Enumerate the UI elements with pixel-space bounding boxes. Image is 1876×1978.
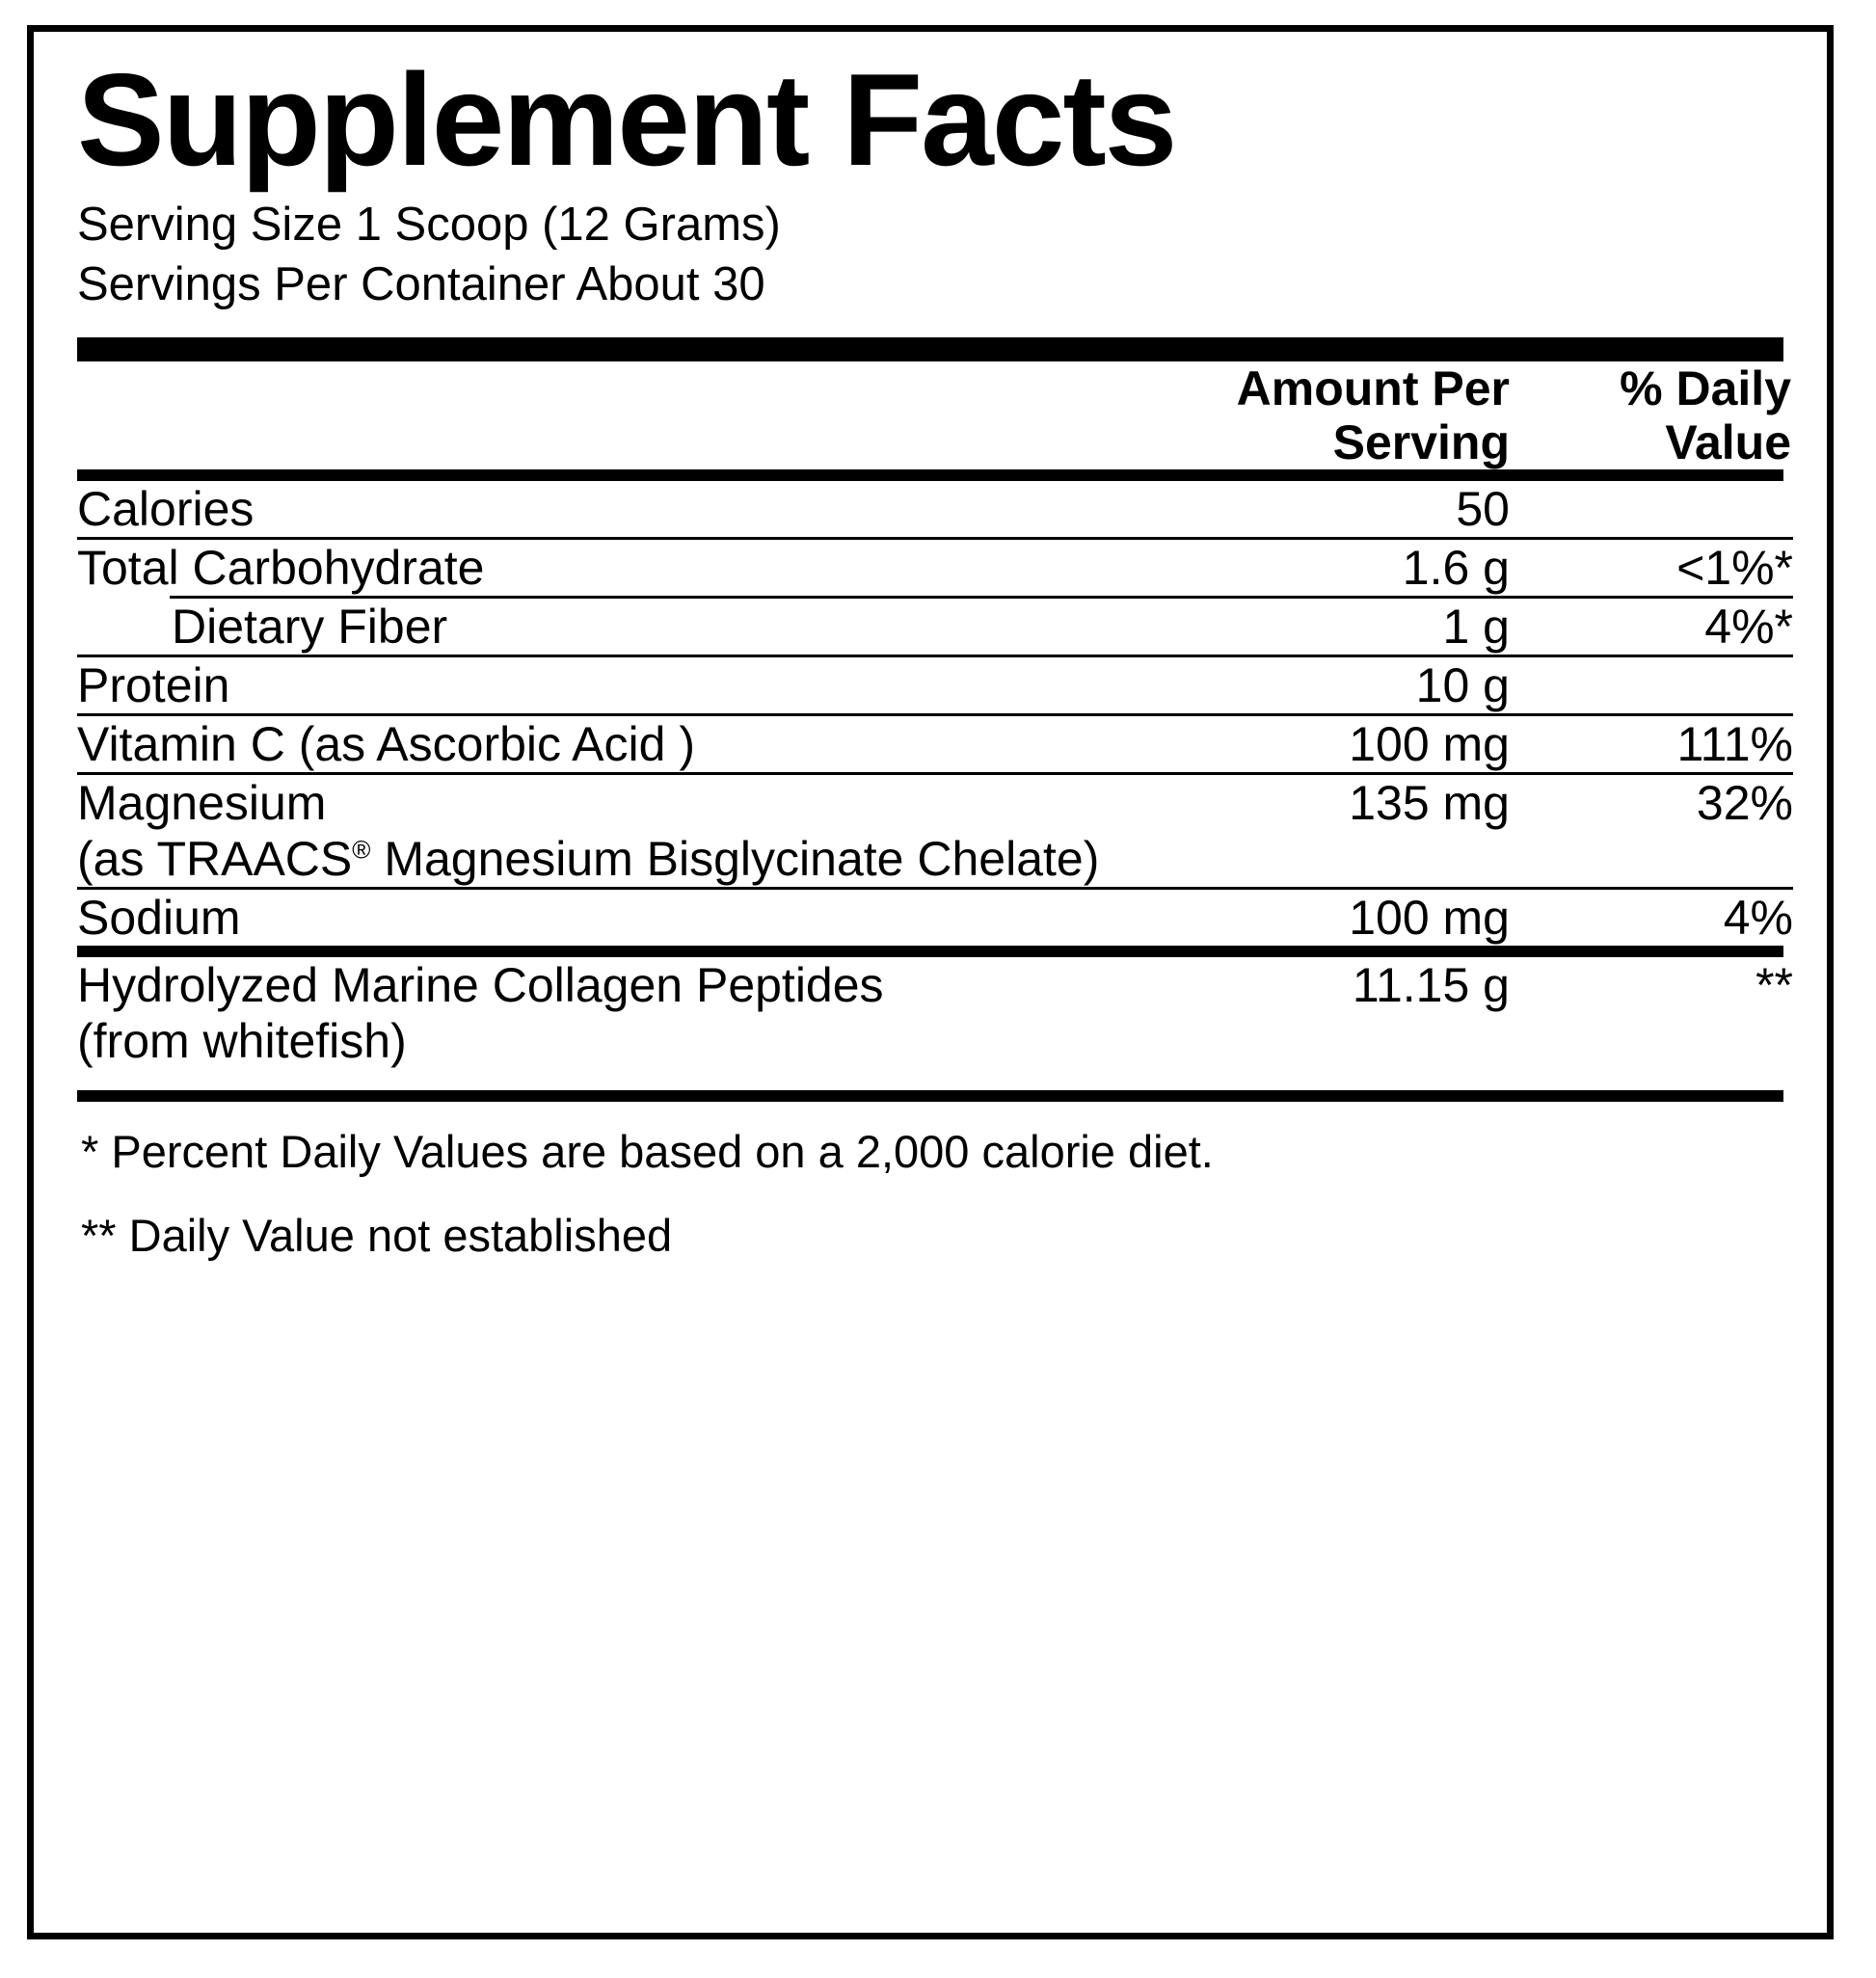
row-daily-value	[1510, 481, 1793, 537]
row-daily-value: <1%*	[1676, 541, 1793, 596]
header-amount-line2: Serving	[1332, 415, 1510, 470]
row-daily-value: 4%	[1723, 891, 1793, 946]
row-label: Sodium	[77, 891, 241, 946]
table-row	[77, 540, 1793, 596]
table-row	[77, 957, 1793, 1069]
row-label-source-pre: (as TRAACS	[77, 832, 353, 887]
nutrient-rows-table	[77, 481, 1793, 946]
row-label: Calories	[77, 482, 255, 537]
row-label: Protein	[77, 658, 230, 713]
header-amount-line1: Amount Per	[1236, 361, 1510, 416]
header-spacer	[77, 361, 1105, 469]
supplement-facts-panel	[27, 25, 1834, 1939]
divider-above-blend	[77, 946, 1783, 957]
row-daily-value: 111%	[1676, 717, 1793, 772]
header-dv-line1: % Daily	[1620, 361, 1791, 416]
row-label-source	[77, 831, 1105, 887]
row-amount: 11.15 g	[1352, 958, 1510, 1013]
blend-table	[77, 957, 1793, 1069]
row-amount: 50	[1456, 482, 1510, 537]
row-label	[77, 775, 1105, 887]
table-row	[77, 775, 1793, 887]
header-amount-per-serving	[1105, 361, 1510, 469]
blend-label-main: Hydrolyzed Marine Collagen Peptides	[77, 958, 884, 1013]
table-header-row	[77, 361, 1793, 469]
row-label: Vitamin C (as Ascorbic Acid )	[77, 717, 695, 772]
registered-trademark-icon: ®	[352, 835, 371, 865]
row-amount: 1 g	[1442, 600, 1510, 655]
row-daily-value: 4%*	[1704, 600, 1793, 655]
row-amount: 100 mg	[1349, 717, 1510, 772]
row-amount: 100 mg	[1349, 891, 1510, 946]
blend-label-source: (from whitefish)	[77, 1014, 407, 1069]
row-label: Total Carbohydrate	[77, 541, 485, 596]
divider-below-header	[77, 469, 1783, 481]
row-label: Dietary Fiber	[172, 600, 448, 655]
footnote-not-established: ** Daily Value not established	[81, 1209, 673, 1261]
row-amount: 1.6 g	[1402, 541, 1510, 596]
servings-per-container-text: Servings Per Container About 30	[77, 258, 765, 311]
divider-below-blend	[77, 1090, 1783, 1102]
table-row	[77, 599, 1793, 655]
header-daily-value	[1510, 361, 1793, 469]
row-label-main: Magnesium	[77, 776, 327, 831]
table-row	[77, 716, 1793, 772]
row-daily-value: **	[1755, 958, 1793, 1013]
page-title: Supplement Facts	[77, 46, 1176, 193]
row-daily-value: 32%	[1696, 776, 1793, 831]
table-row	[77, 890, 1793, 946]
row-label-source-post: Magnesium Bisglycinate Chelate)	[370, 832, 1100, 887]
serving-size-text: Serving Size 1 Scoop (12 Grams)	[77, 198, 781, 251]
header-dv-line2: Value	[1665, 415, 1791, 470]
supplement-facts-content	[77, 46, 1793, 1262]
row-label	[77, 957, 1105, 1069]
footnote-daily-values: * Percent Daily Values are based on a 2,000 calorie diet.	[81, 1126, 1214, 1178]
table-row	[77, 657, 1793, 713]
divider-thick-top	[77, 337, 1783, 361]
table-row	[77, 481, 1793, 537]
row-amount: 135 mg	[1349, 776, 1510, 831]
nutrition-table	[77, 361, 1793, 469]
row-daily-value	[1510, 657, 1793, 713]
row-amount: 10 g	[1415, 658, 1510, 713]
